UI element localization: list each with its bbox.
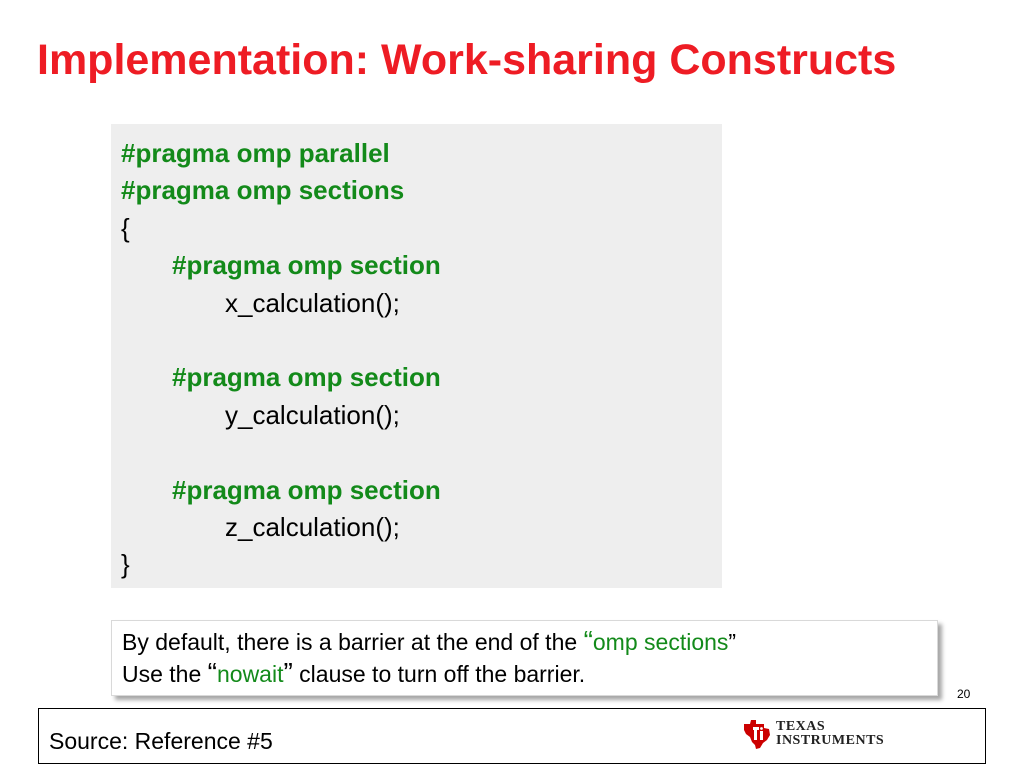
close-quote: ” [283,657,293,688]
ti-wordmark-line-1: TEXAS [776,719,826,734]
open-quote: “ [207,657,217,688]
open-quote: “ [583,625,593,656]
code-block [111,124,722,588]
note-text: Use the [122,661,208,687]
code-line: #pragma omp section [172,362,441,393]
code-line: } [121,549,130,580]
note-text: By default, there is a barrier at the end of the [122,629,584,655]
note-text: clause to turn off the barrier. [292,661,586,687]
note-line-2 [122,658,937,690]
code-line: x_calculation(); [225,287,400,318]
texas-instruments-logo-icon [742,718,772,750]
note-callout [111,620,938,696]
keyword-omp-sections: omp sections [592,629,729,655]
texas-instruments-logo [742,716,885,756]
code-line: { [121,212,130,243]
footer [38,708,986,764]
code-line: #pragma omp section [172,250,441,281]
code-line: y_calculation(); [225,399,400,430]
ti-wordmark [776,720,884,748]
code-line: z_calculation(); [225,511,400,542]
ti-wordmark-line-2: INSTRUMENTS [776,733,885,748]
code-blank-line [121,322,722,359]
page-number: 20 [957,687,971,701]
close-quote: ” [728,629,737,655]
code-line: #pragma omp parallel [121,138,390,168]
code-blank-line [121,434,722,471]
code-line: #pragma omp section [172,474,441,505]
keyword-nowait: nowait [216,661,284,687]
source-citation: Source: Reference #5 [49,728,273,754]
note-line-1 [122,626,937,658]
code-line: #pragma omp sections [121,175,405,206]
slide-title: Implementation: Work-sharing Constructs [37,36,897,84]
